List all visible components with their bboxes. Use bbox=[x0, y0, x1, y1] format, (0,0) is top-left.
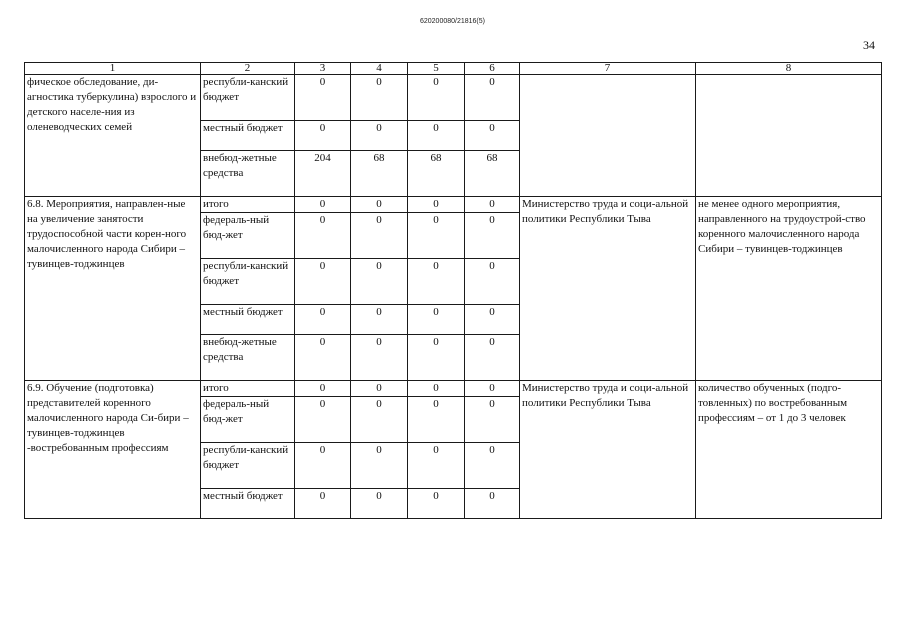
value-cell: 0 bbox=[465, 443, 520, 489]
column-number: 2 bbox=[201, 63, 295, 75]
funding-source: итого bbox=[201, 197, 295, 213]
measure-cell: 6.8. Мероприятия, направлен-ные на увеличение занятости трудоспособной части корен-ного малочисленного народа Сибири – тувинцев-тоджинцев bbox=[25, 197, 201, 381]
table-row bbox=[25, 197, 882, 213]
value-cell: 0 bbox=[295, 381, 351, 397]
value-cell: 0 bbox=[465, 75, 520, 121]
column-number: 3 bbox=[295, 63, 351, 75]
funding-source: местный бюджет bbox=[201, 305, 295, 335]
value-cell: 0 bbox=[295, 489, 351, 519]
value-cell: 0 bbox=[408, 443, 465, 489]
column-number: 6 bbox=[465, 63, 520, 75]
column-number: 1 bbox=[25, 63, 201, 75]
value-cell: 0 bbox=[408, 259, 465, 305]
value-cell: 0 bbox=[295, 335, 351, 381]
indicator-cell: не менее одного мероприятия, направленного на трудоустрой-ство коренного малочисленного народа Сибири – тувинцев-тоджинцев bbox=[696, 197, 882, 381]
document-code: 620200080/21816(5) bbox=[419, 18, 485, 25]
executor-cell bbox=[520, 75, 696, 197]
value-cell: 0 bbox=[408, 305, 465, 335]
value-cell: 0 bbox=[295, 121, 351, 151]
table-row bbox=[25, 75, 882, 121]
value-cell: 0 bbox=[465, 213, 520, 259]
executor-cell: Министерство труда и соци-альной политики Республики Тыва bbox=[520, 381, 696, 519]
funding-source: республи-канский бюджет bbox=[201, 75, 295, 121]
value-cell: 0 bbox=[465, 121, 520, 151]
column-number: 5 bbox=[408, 63, 465, 75]
funding-source: итого bbox=[201, 381, 295, 397]
funding-source: местный бюджет bbox=[201, 489, 295, 519]
value-cell: 68 bbox=[465, 151, 520, 197]
measure-cell: фическое обследование, ди-агностика туберкулина) взрослого и детского населе-ния из оленеводческих семей bbox=[25, 75, 201, 197]
budget-table bbox=[24, 62, 882, 519]
indicator-cell bbox=[696, 75, 882, 197]
value-cell: 0 bbox=[295, 305, 351, 335]
value-cell: 0 bbox=[465, 259, 520, 305]
value-cell: 68 bbox=[351, 151, 408, 197]
column-number: 4 bbox=[351, 63, 408, 75]
value-cell: 0 bbox=[465, 381, 520, 397]
funding-source: республи-канский бюджет bbox=[201, 259, 295, 305]
column-number: 7 bbox=[520, 63, 696, 75]
funding-source: внебюд-жетные средства bbox=[201, 335, 295, 381]
value-cell: 0 bbox=[295, 259, 351, 305]
value-cell: 0 bbox=[351, 335, 408, 381]
value-cell: 0 bbox=[351, 75, 408, 121]
value-cell: 0 bbox=[351, 305, 408, 335]
value-cell: 0 bbox=[408, 489, 465, 519]
value-cell: 0 bbox=[408, 75, 465, 121]
value-cell: 0 bbox=[351, 213, 408, 259]
value-cell: 0 bbox=[351, 381, 408, 397]
measure-cell: 6.9. Обучение (подготовка) представителей коренного малочисленного народа Си-бири – тувинцев-тоджинцев -востребованным профессиям bbox=[25, 381, 201, 519]
value-cell: 0 bbox=[465, 397, 520, 443]
value-cell: 0 bbox=[351, 397, 408, 443]
funding-source: федераль-ный бюд-жет bbox=[201, 397, 295, 443]
value-cell: 0 bbox=[295, 75, 351, 121]
value-cell: 68 bbox=[408, 151, 465, 197]
value-cell: 0 bbox=[465, 197, 520, 213]
value-cell: 0 bbox=[351, 197, 408, 213]
value-cell: 0 bbox=[351, 259, 408, 305]
value-cell: 0 bbox=[465, 305, 520, 335]
value-cell: 0 bbox=[295, 443, 351, 489]
value-cell: 0 bbox=[408, 397, 465, 443]
indicator-cell: количество обученных (подго-товленных) по востребованным профессиям – от 1 до 3 человек bbox=[696, 381, 882, 519]
value-cell: 0 bbox=[351, 489, 408, 519]
funding-source: республи-канский бюджет bbox=[201, 443, 295, 489]
value-cell: 0 bbox=[465, 489, 520, 519]
funding-source: местный бюджет bbox=[201, 121, 295, 151]
value-cell: 0 bbox=[465, 335, 520, 381]
table-row bbox=[25, 381, 882, 397]
value-cell: 0 bbox=[408, 381, 465, 397]
value-cell: 0 bbox=[295, 197, 351, 213]
column-number-row bbox=[25, 63, 882, 75]
funding-source: внебюд-жетные средства bbox=[201, 151, 295, 197]
value-cell: 0 bbox=[351, 121, 408, 151]
value-cell: 204 bbox=[295, 151, 351, 197]
executor-cell: Министерство труда и соци-альной политики Республики Тыва bbox=[520, 197, 696, 381]
value-cell: 0 bbox=[408, 197, 465, 213]
value-cell: 0 bbox=[295, 397, 351, 443]
column-number: 8 bbox=[696, 63, 882, 75]
value-cell: 0 bbox=[351, 443, 408, 489]
funding-source: федераль-ный бюд-жет bbox=[201, 213, 295, 259]
page-number: 34 bbox=[863, 38, 875, 52]
value-cell: 0 bbox=[408, 335, 465, 381]
value-cell: 0 bbox=[408, 213, 465, 259]
value-cell: 0 bbox=[295, 213, 351, 259]
value-cell: 0 bbox=[408, 121, 465, 151]
